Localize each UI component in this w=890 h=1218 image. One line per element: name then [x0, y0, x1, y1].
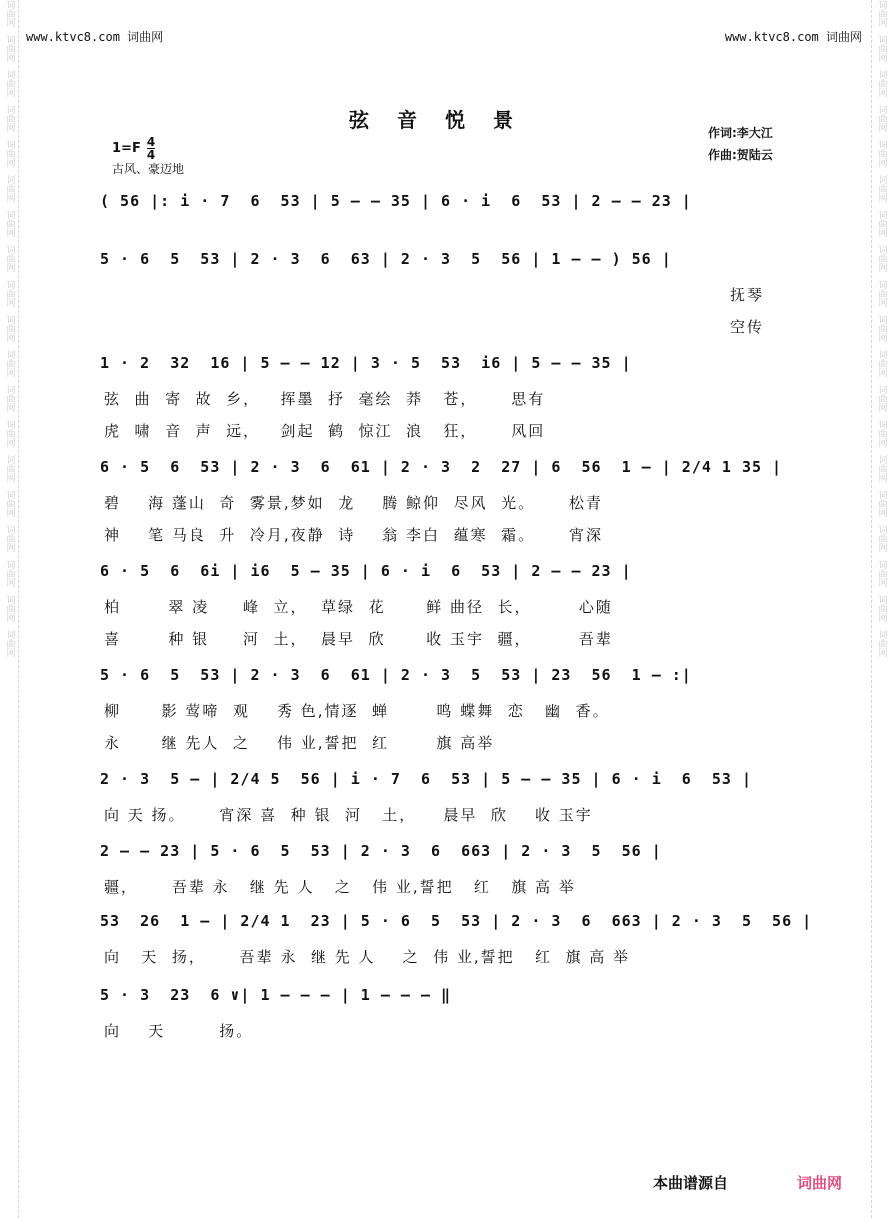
watermark-text: 词曲网 — [876, 315, 887, 342]
notation-line: 6 · 5 6 53 | 2 · 3 6 61 | 2 · 3 2 27 | 6 56 1 — | 2/4 1 35 | — [100, 458, 783, 476]
notation-line: 2 · 3 5 — | 2/4 5 56 | i · 7 6 53 | 5 — — 35 | 6 · i 6 53 | — [100, 770, 752, 788]
watermark-text: 词曲网 — [4, 280, 15, 307]
lyric-line: 向 天 扬， 吾辈 永 继 先 人 之 伟 业,誓把 红 旗 高 举 — [104, 948, 631, 966]
watermark-text: 词曲网 — [4, 525, 15, 552]
lyric-line: 柳 影 莺啼 观 秀 色,情逐 蝉 鸣 蝶舞 恋 幽 香。 — [104, 702, 610, 720]
time-top: 4 — [146, 135, 156, 149]
watermark-text: 词曲网 — [4, 385, 15, 412]
watermark-text: 词曲网 — [876, 455, 887, 482]
left-watermark-strip — [0, 0, 19, 1218]
lyric-line: 虎 啸 音 声 远， 剑起 鹤 惊江 浪 狂， 风回 — [104, 422, 546, 440]
watermark-text: 词曲网 — [4, 245, 15, 272]
watermark-text: 词曲网 — [4, 595, 15, 622]
right-watermark-strip — [871, 0, 890, 1218]
watermark-text: 词曲网 — [876, 350, 887, 377]
lyric-line: 喜 种 银 河 土， 晨早 欣 收 玉宇 疆， 吾辈 — [104, 630, 613, 648]
time-bottom: 4 — [146, 148, 156, 162]
notation-line: ( 56 |: i · 7 6 53 | 5 — — 35 | 6 · i 6 53 | 2 — — 23 | — [100, 192, 692, 210]
watermark-text: 词曲网 — [876, 140, 887, 167]
composer-credit: 作曲:贺陆云 — [708, 148, 773, 162]
lyric-line: 抚琴 — [730, 286, 765, 304]
lyric-line: 碧 海 蓬山 奇 雾景,梦如 龙 腾 鲸仰 尽风 光。 松青 — [104, 494, 603, 512]
lyricist-credit: 作词:李大江 — [708, 126, 773, 140]
notation-line: 6 · 5 6 6i | i6 5 — 35 | 6 · i 6 53 | 2 — — 23 | — [100, 562, 632, 580]
watermark-text: 词曲网 — [876, 595, 887, 622]
watermark-text: 词曲网 — [876, 210, 887, 237]
watermark-text: 词曲网 — [4, 140, 15, 167]
site-url-left[interactable]: www.ktvc8.com 词曲网 — [26, 30, 164, 44]
watermark-text: 词曲网 — [876, 280, 887, 307]
watermark-text: 词曲网 — [876, 175, 887, 202]
watermark-text: 词曲网 — [4, 175, 15, 202]
key-label: 1=F — [112, 141, 141, 156]
watermark-text: 词曲网 — [4, 630, 15, 657]
watermark-text: 词曲网 — [4, 315, 15, 342]
watermark-text: 词曲网 — [876, 245, 887, 272]
lyric-line: 永 继 先人 之 伟 业,誓把 红 旗 高举 — [104, 734, 495, 752]
watermark-text: 词曲网 — [4, 490, 15, 517]
lyric-line: 神 笔 马良 升 冷月,夜静 诗 翁 李白 蕴寒 霜。 宵深 — [104, 526, 603, 544]
watermark-text: 词曲网 — [876, 105, 887, 132]
lyric-line: 柏 翠 凌 峰 立， 草绿 花 鲜 曲径 长， 心随 — [104, 598, 613, 616]
key-signature — [112, 136, 155, 161]
watermark-text: 词曲网 — [4, 420, 15, 447]
notation-line: 53 26 1 — | 2/4 1 23 | 5 · 6 5 53 | 2 · 3 6 663 | 2 · 3 5 56 | — [100, 912, 813, 930]
watermark-text: 词曲网 — [876, 420, 887, 447]
watermark-text: 词曲网 — [4, 70, 15, 97]
lyric-line: 弦 曲 寄 故 乡， 挥墨 抒 毫绘 莽 苍， 思有 — [104, 390, 546, 408]
watermark-text: 词曲网 — [4, 350, 15, 377]
lyric-line: 向 天 扬。 — [104, 1022, 254, 1040]
watermark-text: 词曲网 — [876, 70, 887, 97]
notation-line: 1 · 2 32 16 | 5 — — 12 | 3 · 5 53 i6 | 5 — — 35 | — [100, 354, 632, 372]
song-title: 弦音悦景 — [349, 108, 541, 132]
watermark-text: 词曲网 — [4, 560, 15, 587]
lyric-line: 空传 — [730, 318, 765, 336]
footer-site[interactable]: 词曲网 — [797, 1174, 843, 1192]
lyric-line: 疆， 吾辈 永 继 先 人 之 伟 业,誓把 红 旗 高 举 — [104, 878, 576, 896]
watermark-text: 词曲网 — [4, 0, 15, 27]
notation-line: 2 — — 23 | 5 · 6 5 53 | 2 · 3 6 663 | 2 · 3 5 56 | — [100, 842, 662, 860]
watermark-text: 词曲网 — [876, 35, 887, 62]
notation-line: 5 · 6 5 53 | 2 · 3 6 63 | 2 · 3 5 56 | 1 — — ) 56 | — [100, 250, 672, 268]
watermark-text: 词曲网 — [4, 105, 15, 132]
watermark-text: 词曲网 — [876, 560, 887, 587]
lyric-line: 向 天 扬。 宵深 喜 种 银 河 土， 晨早 欣 收 玉宇 — [104, 806, 593, 824]
site-url-right[interactable]: www.ktvc8.com 词曲网 — [724, 30, 862, 44]
watermark-text: 词曲网 — [4, 35, 15, 62]
notation-line: 5 · 6 5 53 | 2 · 3 6 61 | 2 · 3 5 53 | 23 56 1 — :| — [100, 666, 692, 684]
watermark-text: 词曲网 — [4, 455, 15, 482]
watermark-text: 词曲网 — [4, 210, 15, 237]
watermark-text: 词曲网 — [876, 385, 887, 412]
watermark-text: 词曲网 — [876, 525, 887, 552]
watermark-text: 词曲网 — [876, 630, 887, 657]
notation-line: 5 · 3 23 6 ∨| 1 — — — | 1 — — — ‖ — [100, 986, 452, 1004]
watermark-text: 词曲网 — [876, 0, 887, 27]
footer-source: 本曲谱源自 — [653, 1174, 729, 1192]
watermark-text: 词曲网 — [876, 490, 887, 517]
time-signature — [147, 136, 155, 161]
style-marking: 古风、豪迈地 — [112, 162, 185, 176]
